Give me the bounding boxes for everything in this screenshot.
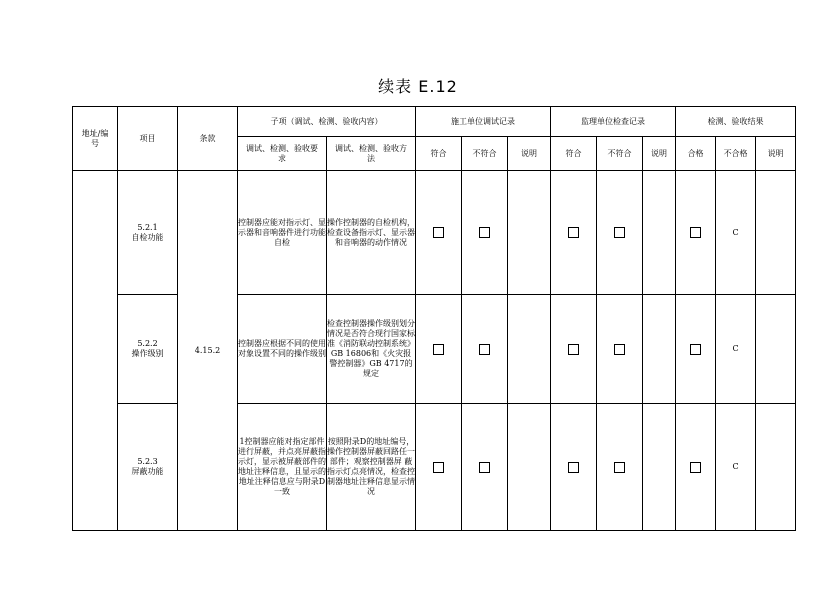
header-clause: 条款 xyxy=(178,107,238,171)
result-fail-cell: C xyxy=(716,404,756,531)
supervision-note-cell xyxy=(643,171,676,295)
acceptance-record-table xyxy=(72,106,796,531)
header-item: 项目 xyxy=(118,107,178,171)
header-supervision-conform: 符合 xyxy=(551,137,597,171)
header-supervision-group: 监理单位检查记录 xyxy=(551,107,676,137)
requirement-cell: 1控制器应能对指定部件进行屏蔽，并点亮屏蔽指示灯，显示被屏蔽部件的地址注释信息，且显示的地址注释信息应与附录D一致 xyxy=(238,404,327,531)
header-sub-method: 调试、检测、验收方法 xyxy=(327,137,416,171)
item-number: 5.2.3 xyxy=(137,457,158,466)
supervision-note-cell xyxy=(643,295,676,404)
header-supervision-not-conform: 不符合 xyxy=(597,137,643,171)
result-note-cell xyxy=(756,171,796,295)
header-construction-not-conform: 不符合 xyxy=(462,137,508,171)
checkbox[interactable] xyxy=(568,344,579,355)
header-construction-group: 施工单位调试记录 xyxy=(416,107,551,137)
method-cell: 操作控制器的自检机构，检查设备指示灯、显示器和音响器的动作情况 xyxy=(327,171,416,295)
header-sub-group: 子项（调试、检测、验收内容） xyxy=(238,107,416,137)
checkbox[interactable] xyxy=(690,344,701,355)
supervision-not-conform-cell xyxy=(597,171,643,295)
address-cell xyxy=(73,171,118,531)
requirement-cell: 控制器应根据不同的使用对象设置不同的操作级别 xyxy=(238,295,327,404)
header-result-note: 说明 xyxy=(756,137,796,171)
result-note-cell xyxy=(756,404,796,531)
checkbox[interactable] xyxy=(690,462,701,473)
method-cell: 按照附录D的地址编号，操作控制器屏蔽回路任一部件；观察控制器屏 蔽指示灯点亮情况，检查控制器地址注释信息显示情况 xyxy=(327,404,416,531)
item-name: 自检功能 xyxy=(131,232,164,242)
item-cell xyxy=(118,295,178,404)
result-pass-cell xyxy=(676,171,716,295)
checkbox[interactable] xyxy=(568,462,579,473)
item-number: 5.2.1 xyxy=(137,222,158,232)
table-row xyxy=(73,171,796,295)
item-number: 5.2.2 xyxy=(137,339,158,348)
supervision-conform-cell xyxy=(551,295,597,404)
checkbox[interactable] xyxy=(568,227,579,238)
checkbox[interactable] xyxy=(690,227,701,238)
item-cell xyxy=(118,404,178,531)
construction-note-cell xyxy=(508,404,551,531)
checkbox[interactable] xyxy=(479,462,490,473)
header-sub-req: 调试、检测、验收要求 xyxy=(238,137,327,171)
checkbox[interactable] xyxy=(433,344,444,355)
result-fail-cell: C xyxy=(716,171,756,295)
clause-cell: 4.15.2 xyxy=(178,171,238,531)
checkbox[interactable] xyxy=(479,227,490,238)
supervision-note-cell xyxy=(643,404,676,531)
checkbox[interactable] xyxy=(614,227,625,238)
construction-not-conform-cell xyxy=(462,295,508,404)
header-supervision-note: 说明 xyxy=(643,137,676,171)
item-cell xyxy=(118,171,178,295)
method-cell: 检查控制器操作级别划分情况是否符合现行国家标准《消防联动控制系统》GB 16806和《火灾报警控制器》GB 4717的规定 xyxy=(327,295,416,404)
supervision-not-conform-cell xyxy=(597,404,643,531)
construction-note-cell xyxy=(508,295,551,404)
construction-conform-cell xyxy=(416,404,462,531)
supervision-conform-cell xyxy=(551,404,597,531)
supervision-conform-cell xyxy=(551,171,597,295)
header-construction-conform: 符合 xyxy=(416,137,462,171)
requirement-cell: 控制器应能对指示灯、显示器和音响器件进行功能自检 xyxy=(238,171,327,295)
result-note-cell xyxy=(756,295,796,404)
construction-note-cell xyxy=(508,171,551,295)
result-pass-cell xyxy=(676,295,716,404)
construction-not-conform-cell xyxy=(462,171,508,295)
checkbox[interactable] xyxy=(433,462,444,473)
checkbox[interactable] xyxy=(479,344,490,355)
checkbox[interactable] xyxy=(433,227,444,238)
header-result-fail: 不合格 xyxy=(716,137,756,171)
supervision-not-conform-cell xyxy=(597,295,643,404)
checkbox[interactable] xyxy=(614,344,625,355)
result-fail-cell: C xyxy=(716,295,756,404)
page-title: 续表 E.12 xyxy=(378,77,458,96)
header-construction-note: 说明 xyxy=(508,137,551,171)
header-result-group: 检测、验收结果 xyxy=(676,107,796,137)
construction-conform-cell xyxy=(416,295,462,404)
construction-conform-cell xyxy=(416,171,462,295)
header-address: 地址/编号 xyxy=(73,107,118,171)
checkbox[interactable] xyxy=(614,462,625,473)
item-name: 操作级别 xyxy=(131,349,164,358)
result-pass-cell xyxy=(676,404,716,531)
item-name: 屏蔽功能 xyxy=(131,467,164,476)
construction-not-conform-cell xyxy=(462,404,508,531)
header-result-pass: 合格 xyxy=(676,137,716,171)
